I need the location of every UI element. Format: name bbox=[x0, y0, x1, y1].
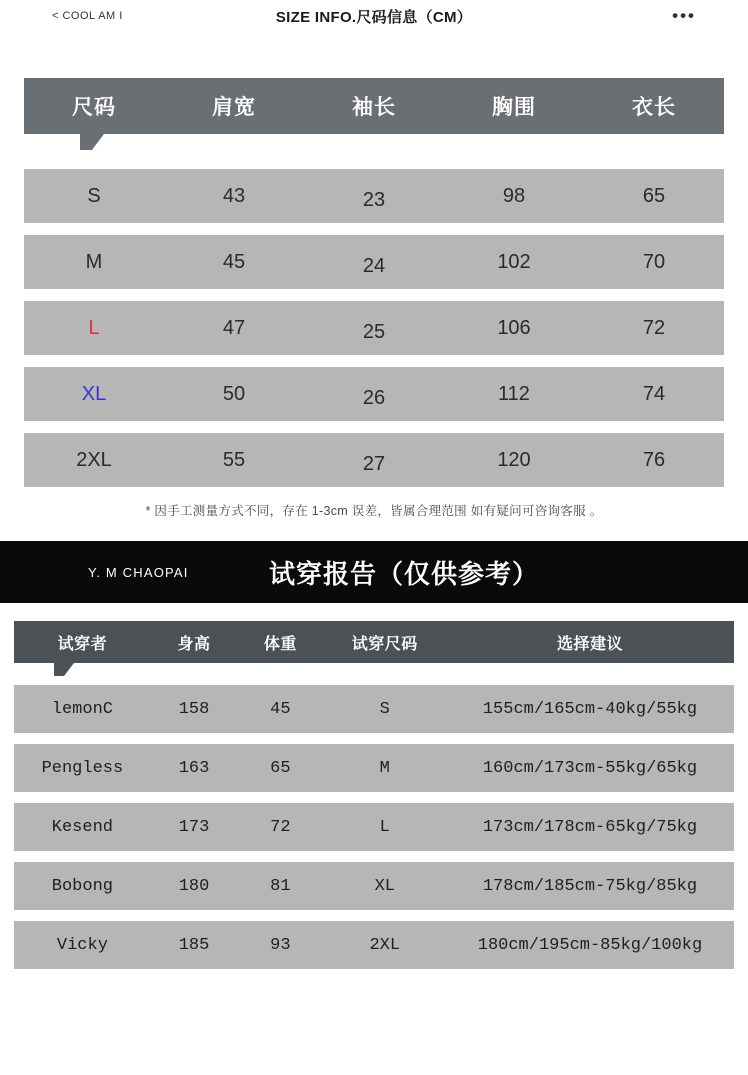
size-header-bust: 胸围 bbox=[492, 96, 536, 119]
report-header-name: 试穿者 bbox=[57, 635, 108, 653]
report-cell-size: S bbox=[379, 699, 390, 719]
size-cell-length: 70 bbox=[642, 250, 666, 273]
size-cell-size: S bbox=[87, 184, 101, 207]
report-cell-name: lemonC bbox=[51, 699, 113, 719]
size-cell-sleeve: 25 bbox=[362, 320, 386, 343]
measurement-note: * 因手工测量方式不同，存在 1-3cm 误差，皆属合理范围 如有疑问可咨询客服 。 bbox=[145, 504, 603, 518]
size-cell-shoulder: 43 bbox=[222, 184, 246, 207]
report-cell-size: M bbox=[379, 758, 390, 778]
table-row bbox=[14, 803, 734, 851]
size-cell-bust: 102 bbox=[497, 250, 531, 273]
page-title: SIZE INFO.尺码信息（CM） bbox=[275, 9, 473, 26]
size-header-length: 衣长 bbox=[632, 96, 676, 119]
banner-title: 试穿报告（仅供参考） bbox=[268, 558, 539, 589]
size-cell-sleeve: 23 bbox=[362, 188, 386, 211]
report-cell-name: Vicky bbox=[56, 935, 108, 955]
table-row bbox=[24, 235, 724, 289]
size-cell-shoulder: 45 bbox=[222, 250, 246, 273]
size-cell-bust: 120 bbox=[497, 448, 531, 471]
try-on-report-banner bbox=[0, 541, 748, 603]
report-cell-height: 163 bbox=[178, 758, 210, 778]
size-table-body bbox=[24, 169, 724, 487]
size-header-size: 尺码 bbox=[72, 96, 116, 119]
size-header-shoulder: 肩宽 bbox=[212, 96, 256, 119]
size-cell-length: 76 bbox=[642, 448, 666, 471]
size-cell-sleeve: 24 bbox=[362, 254, 386, 277]
table-row bbox=[14, 685, 734, 733]
table-row bbox=[14, 862, 734, 910]
report-cell-name: Bobong bbox=[51, 876, 113, 896]
table-row bbox=[24, 169, 724, 223]
size-cell-bust: 98 bbox=[502, 184, 526, 207]
report-header-pointer-decoration bbox=[54, 663, 74, 676]
size-cell-size: M bbox=[85, 250, 103, 273]
size-header-sleeve: 袖长 bbox=[352, 96, 396, 119]
report-cell-size: 2XL bbox=[369, 935, 401, 955]
size-cell-shoulder: 50 bbox=[222, 382, 246, 405]
size-cell-size: 2XL bbox=[76, 448, 112, 471]
report-cell-size: XL bbox=[374, 876, 395, 896]
report-header-weight: 体重 bbox=[263, 635, 297, 653]
report-cell-advice: 180cm/195cm-85kg/100kg bbox=[477, 935, 703, 955]
report-cell-weight: 72 bbox=[270, 817, 291, 837]
report-cell-name: Pengless bbox=[41, 758, 124, 778]
table-row bbox=[24, 367, 724, 421]
size-info-table bbox=[24, 78, 724, 487]
back-label[interactable]: < COOL AM I bbox=[52, 10, 123, 22]
size-table-header-row bbox=[24, 78, 724, 134]
report-cell-height: 180 bbox=[178, 876, 210, 896]
report-cell-weight: 81 bbox=[270, 876, 291, 896]
size-cell-bust: 106 bbox=[497, 316, 531, 339]
size-cell-size: XL bbox=[81, 382, 107, 405]
report-cell-name: Kesend bbox=[51, 817, 113, 837]
table-row bbox=[14, 921, 734, 969]
report-cell-advice: 178cm/185cm-75kg/85kg bbox=[482, 876, 698, 896]
size-cell-shoulder: 55 bbox=[222, 448, 246, 471]
table-row bbox=[14, 744, 734, 792]
report-table-header-row bbox=[14, 621, 734, 663]
top-bar bbox=[0, 0, 748, 34]
size-cell-sleeve: 27 bbox=[362, 452, 386, 475]
size-cell-length: 74 bbox=[642, 382, 666, 405]
report-header-advice: 选择建议 bbox=[556, 635, 623, 653]
report-cell-height: 173 bbox=[178, 817, 210, 837]
brand-label: Y. M CHAOPAI bbox=[88, 564, 189, 580]
try-on-report-table bbox=[14, 621, 734, 969]
size-cell-size: L bbox=[88, 316, 100, 339]
report-cell-size: L bbox=[379, 817, 390, 837]
table-row bbox=[24, 301, 724, 355]
report-cell-advice: 155cm/165cm-40kg/55kg bbox=[482, 699, 698, 719]
report-table-body bbox=[14, 685, 734, 969]
table-row bbox=[24, 433, 724, 487]
more-options-icon[interactable]: ••• bbox=[672, 6, 696, 25]
report-header-height: 身高 bbox=[177, 635, 211, 653]
size-cell-sleeve: 26 bbox=[362, 386, 386, 409]
report-cell-advice: 173cm/178cm-65kg/75kg bbox=[482, 817, 698, 837]
size-cell-length: 72 bbox=[642, 316, 666, 339]
size-cell-bust: 112 bbox=[498, 382, 530, 405]
report-cell-advice: 160cm/173cm-55kg/65kg bbox=[482, 758, 698, 778]
report-cell-weight: 93 bbox=[270, 935, 291, 955]
report-cell-weight: 45 bbox=[270, 699, 291, 719]
header-pointer-decoration bbox=[80, 134, 104, 150]
report-cell-height: 158 bbox=[178, 699, 210, 719]
report-cell-weight: 65 bbox=[270, 758, 291, 778]
report-header-size: 试穿尺码 bbox=[351, 635, 418, 653]
size-cell-shoulder: 47 bbox=[222, 316, 246, 339]
report-cell-height: 185 bbox=[178, 935, 210, 955]
size-cell-length: 65 bbox=[642, 184, 666, 207]
